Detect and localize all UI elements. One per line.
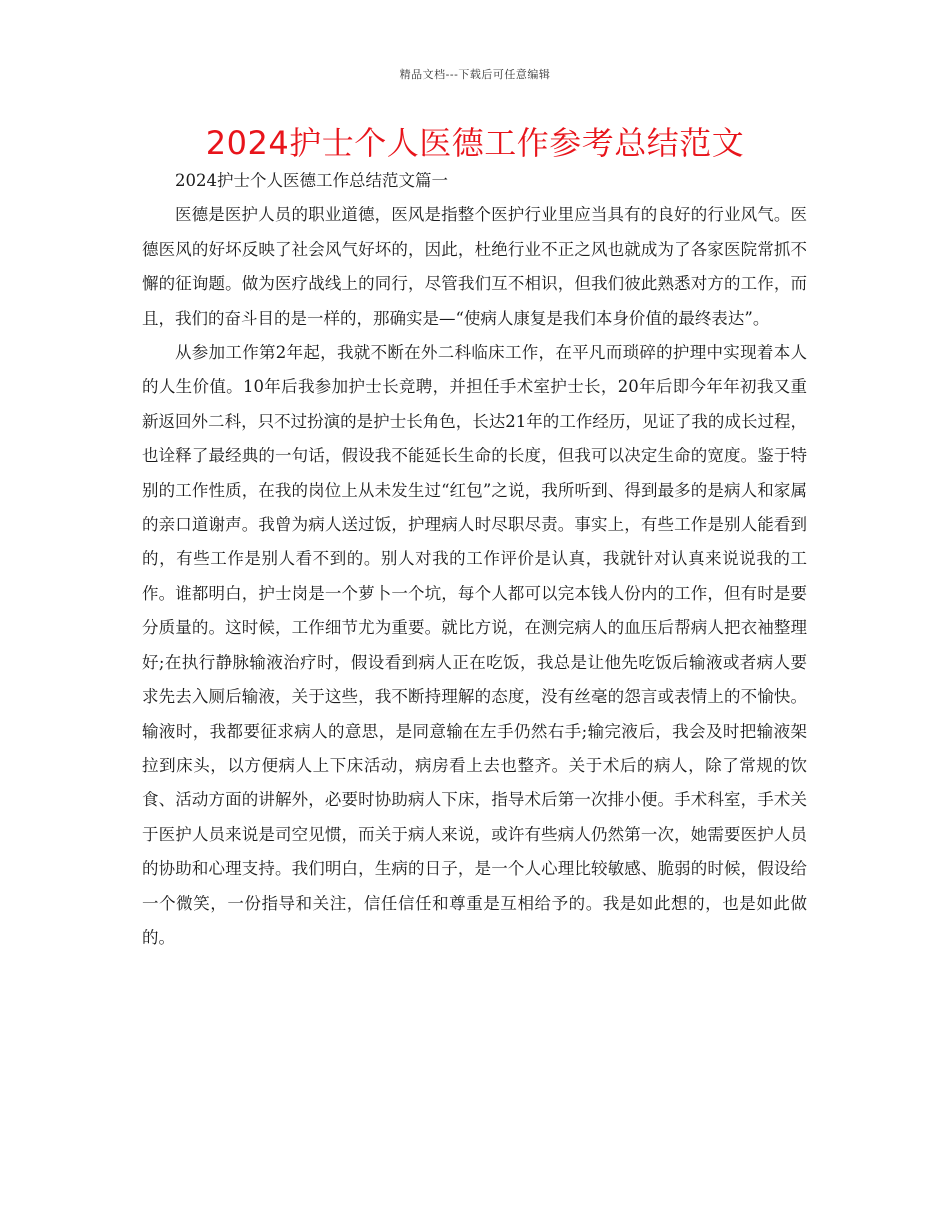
document-body: [142, 164, 807, 955]
section-subtitle: 2024护士个人医德工作总结范文篇一: [175, 171, 448, 190]
paragraph-2: 从参加工作第2年起，我就不断在外二科临床工作，在平凡而琐碎的护理中实现着本人的人生价值。10年后我参加护士长竞聘，并担任手术室护士长，20年后即今年年初我又重新返回外二科，只不过扮演的是护士长角色，长达21年的工作经历，见证了我的成长过程，也诠释了最经典的一句话，假设我不能延长生命的长度，但我可以决定生命的宽度。鉴于特别的工作性质，在我的岗位上从未发生过“红包”之说，我所听到、得到最多的是病人和家属的亲口道谢声。我曾为病人送过饭，护理病人时尽职尽责。事实上，有些工作是别人能看到的，有些工作是别人看不到的。别人对我的工作评价是认真，我就针对认真来说说我的工作。谁都明白，护士岗是一个萝卜一个坑，每个人都可以完本钱人份内的工作，但有时是要分质量的。这时候，工作细节尤为重要。就比方说，在测完病人的血压后帮病人把衣袖整理好;在执行静脉输液治疗时，假设看到病人正在吃饭，我总是让他先吃饭后输液或者病人要求先去入厕后输液，关于这些，我不断持理解的态度，没有丝毫的怨言或表情上的不愉快。输液时，我都要征求病人的意思，是同意输在左手仍然右手;输完液后，我会及时把输液架拉到床头，以方便病人上下床活动，病房看上去也整齐。关于术后的病人，除了常规的饮食、活动方面的讲解外，必要时协助病人下床，指导术后第一次排小便。手术科室，手术关于医护人员来说是司空见惯，而关于病人来说，或许有些病人仍然第一次，她需要医护人员的协助和心理支持。我们明白，生病的日子，是一个人心理比较敏感、脆弱的时候，假设给一个微笑，一份指导和关注，信任信任和尊重是互相给予的。我是如此想的，也是如此做的。: [142, 343, 807, 947]
document-title: 2024护士个人医德工作参考总结范文: [205, 124, 745, 162]
paragraph-1: 医德是医护人员的职业道德，医风是指整个医护行业里应当具有的良好的行业风气。医德医风的好坏反映了社会风气好坏的，因此，杜绝行业不正之风也就成为了各家医院常抓不懈的征询题。做为医疗战线上的同行，尽管我们互不相识，但我们彼此熟悉对方的工作，而且，我们的奋斗目的是一样的，那确实是—“使病人康复是我们本身价值的最终表达”。: [142, 205, 807, 328]
header-note: 精品文档---下载后可任意编辑: [399, 68, 551, 81]
